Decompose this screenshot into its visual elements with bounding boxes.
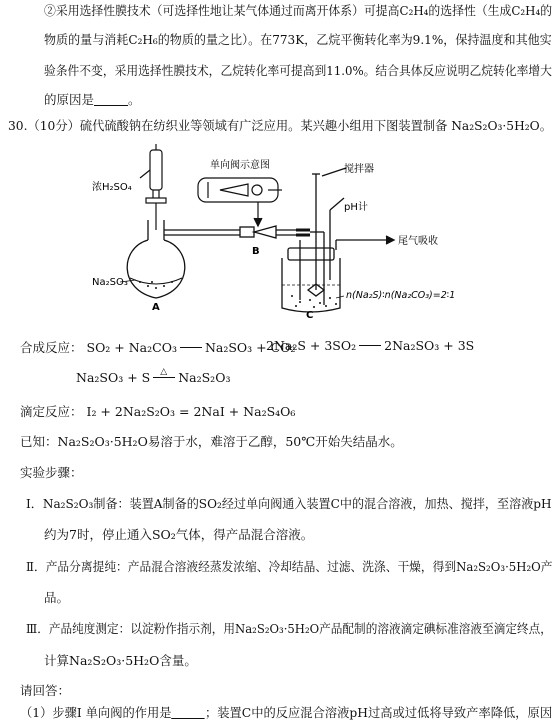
answer-header: 请回答： — [20, 683, 71, 698]
q30-title: 30.（10分）硫代硫酸钠在纺织业等领域有广泛应用。某兴趣小组用下图装置制备 Na₂S₂O₃·5H₂O。 — [8, 118, 552, 133]
para1-line3: 验条件不变，采用选择性膜技术，乙烷转化率可提高到11.0%。结合具体反应说明乙烷转化率增大 — [44, 63, 552, 78]
para1-line4-end: 。 — [128, 92, 141, 107]
label-c: C — [306, 310, 314, 320]
titration-line — [20, 402, 295, 420]
r2-right: 2Na₂SO₃ + 3S — [384, 338, 475, 353]
para1-line4-text: 的原因是 — [44, 92, 95, 107]
valve-schematic — [198, 178, 282, 226]
para1-line2: 物质的量与消耗C₂H₆的物质的量之比）。在773K，乙烷平衡转化率为9.1%，保持温度和其他实 — [44, 32, 552, 47]
label-h2so4: 浓H₂SO₄ — [92, 182, 132, 193]
step3-line1: Ⅲ．产品纯度测定：以淀粉作指示剂，用Na₂S₂O₃·5H₂O产品配制的溶液滴定碘标准溶液至滴定终点， — [26, 621, 552, 636]
reaction-line-2 — [266, 338, 474, 353]
answer-blank-2[interactable] — [172, 706, 205, 719]
label-na2so3: Na₂SO₃ — [92, 277, 128, 288]
label-stirrer: 搅拌器 — [344, 164, 374, 175]
r3-delta: △ — [160, 367, 168, 377]
flask-a-liquid — [139, 281, 173, 289]
r1-left: SO₂ + Na₂CO₃ — [86, 340, 177, 355]
step1-line1: Ⅰ．Na₂S₂O₃制备：装置A制备的SO₂经过单向阀通入装置C中的混合溶液，加热、搅拌，至溶液pH — [26, 496, 552, 511]
r2-arrow — [359, 345, 381, 346]
r2-left: 2Na₂S + 3SO₂ — [266, 338, 357, 353]
label-valve-box: 单向阀示意图 — [210, 160, 270, 171]
r3-right: Na₂S₂O₃ — [178, 370, 231, 385]
reaction-line-1 — [20, 338, 295, 356]
step2-line1: Ⅱ．产品分离提纯：产品混合溶液经蒸发浓缩、冷却结晶、过滤、洗涤、干燥，得到Na₂S₂O₃·5H₂O产 — [26, 559, 553, 574]
label-b: B — [252, 246, 260, 257]
step2-line2: 品。 — [44, 590, 70, 605]
synth-label: 合成反应： — [20, 340, 83, 355]
para1-line4 — [44, 92, 141, 108]
para1-line1: ②采用选择性膜技术（可选择性地让某气体通过而离开体系）可提高C₂H₄的选择性（生成C₂H₄的 — [44, 3, 553, 18]
answer-q1-text-a: （1）步骤Ⅰ 单向阀的作用是 — [20, 705, 172, 720]
known-line: 已知：Na₂S₂O₃·5H₂O易溶于水，难溶于乙醇，50℃开始失结晶水。 — [20, 434, 403, 449]
titr-label: 滴定反应： — [20, 404, 83, 419]
step3-line2: 计算Na₂S₂O₃·5H₂O含量。 — [44, 653, 197, 668]
apparatus-diagram — [0, 140, 554, 320]
flask-a — [127, 220, 185, 298]
label-ratio: n(Na₂S)∶n(Na₂CO₃)=2∶1 — [346, 290, 456, 301]
label-a: A — [152, 302, 160, 313]
answer-q1 — [20, 705, 552, 721]
reaction-line-3 — [76, 367, 231, 385]
dropping-funnel — [140, 144, 166, 230]
beaker-c-liquid — [291, 295, 337, 308]
r3-left: Na₂SO₃ + S — [76, 370, 151, 385]
r3-arrow — [153, 367, 175, 378]
answer-blank-1[interactable] — [94, 93, 128, 106]
answer-q1-text-b: ；装置C中的反应混合溶液pH过高或过低将导致产率降低，原因 — [204, 705, 553, 720]
label-ph: pH计 — [344, 202, 368, 213]
r1-arrow — [180, 347, 202, 348]
r1-right: Na₂SO₃ + CO₂ — [204, 340, 296, 355]
label-tail: 尾气吸收 — [398, 236, 438, 247]
step1-line2: 约为7时，停止通入SO₂气体，得产品混合溶液。 — [44, 527, 314, 542]
titr-eq: I₂ + 2Na₂S₂O₃ = 2NaI + Na₂S₄O₆ — [86, 404, 296, 419]
steps-header: 实验步骤： — [20, 465, 83, 480]
